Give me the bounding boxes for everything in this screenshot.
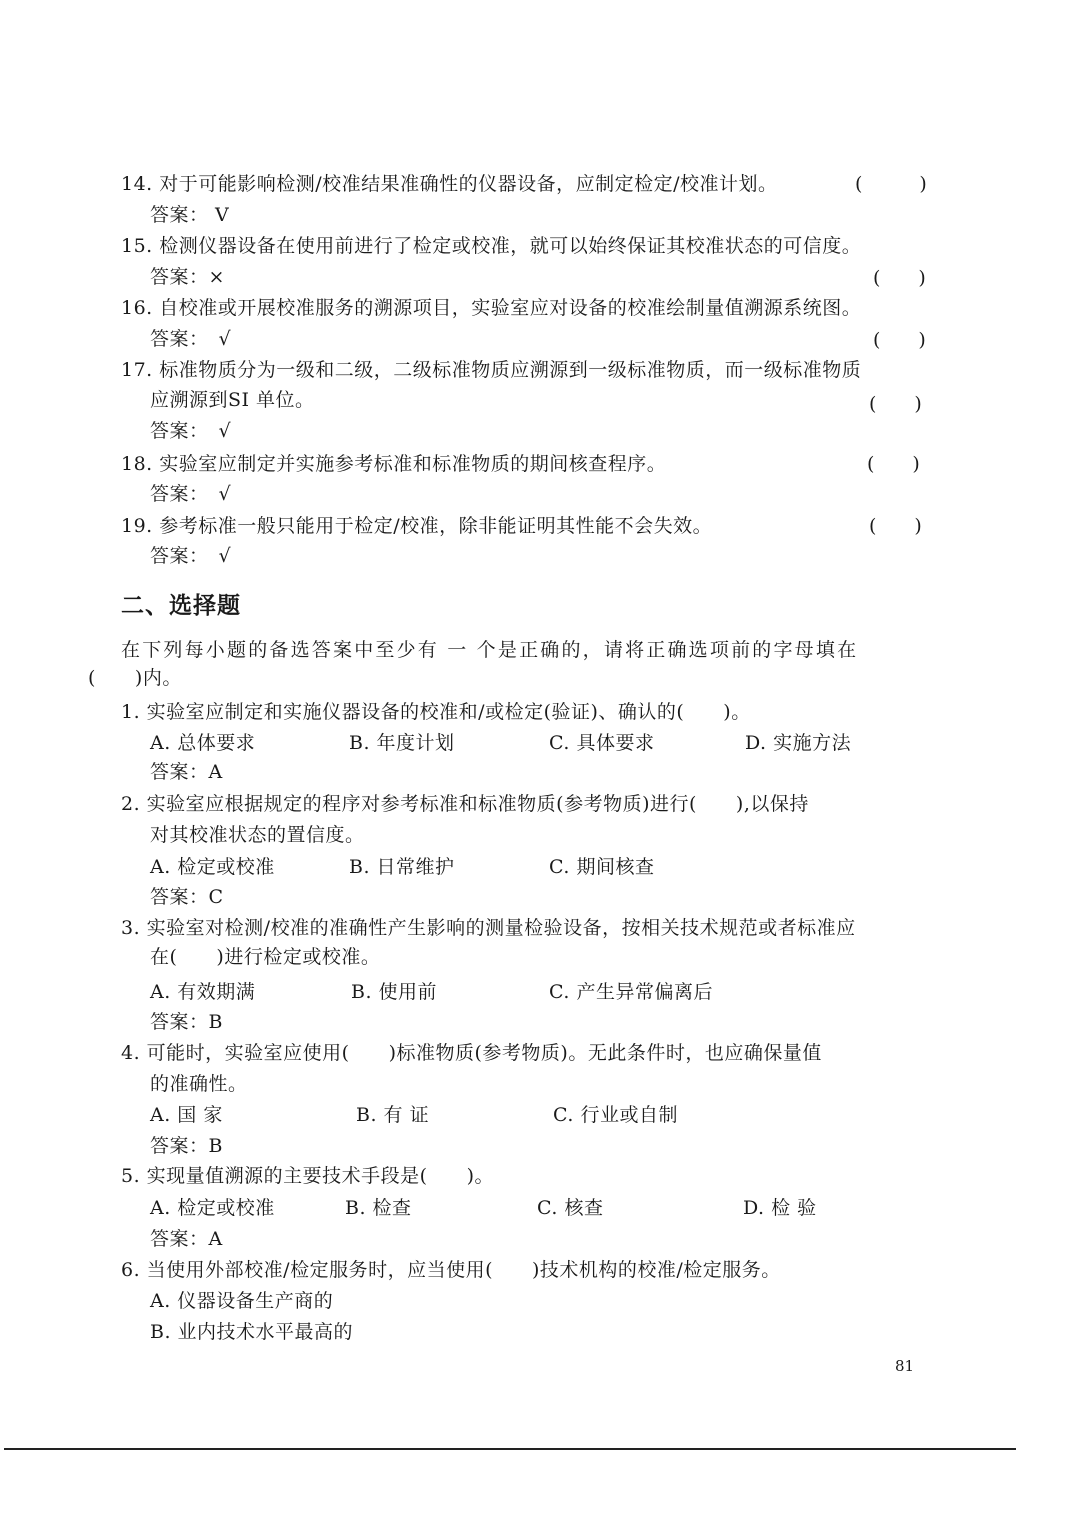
choice-4-option-c: C. 行业或自制 [553, 1104, 678, 1126]
choice-3-option-c: C. 产生异常偏离后 [549, 981, 713, 1003]
answer-blank-15: ( ) [873, 267, 926, 289]
answer-blank-19: ( ) [869, 515, 922, 537]
choice-3-option-b: B. 使用前 [351, 981, 438, 1003]
choice-question-2: 2. 实验室应根据规定的程序对参考标准和标准物质(参考物质)进行( ),以保持 [121, 793, 809, 815]
question-14: 14. 对于可能影响检测/校准结果准确性的仪器设备，应制定检定/校准计划。 [121, 173, 778, 195]
answer-17: 答案： √ [150, 420, 232, 442]
choice-answer-5: 答案：A [150, 1228, 223, 1250]
choice-1-option-d: D. 实施方法 [745, 732, 852, 754]
choice-2-option-a: A. 检定或校准 [150, 856, 275, 878]
section-title: 二、选择题 [121, 593, 241, 619]
choice-question-3-cont: 在( )进行检定或校准。 [150, 946, 381, 968]
choice-5-option-b: B. 检查 [345, 1197, 412, 1219]
question-15: 15. 检测仪器设备在使用前进行了检定或校准，就可以始终保证其校准状态的可信度。 [121, 235, 862, 257]
answer-16: 答案： √ [150, 328, 232, 350]
choice-1-option-c: C. 具体要求 [549, 732, 655, 754]
choice-5-option-c: C. 核查 [537, 1197, 604, 1219]
page-number: 81 [895, 1357, 915, 1375]
question-16: 16. 自校准或开展校准服务的溯源项目，实验室应对设备的校准绘制量值溯源系统图。 [121, 297, 862, 319]
question-19: 19. 参考标准一般只能用于检定/校准，除非能证明其性能不会失效。 [121, 515, 713, 537]
choice-question-4: 4. 可能时，实验室应使用( )标准物质(参考物质)。无此条件时，也应确保量值 [121, 1042, 822, 1064]
choice-4-option-a: A. 国 家 [150, 1104, 223, 1126]
choice-1-option-a: A. 总体要求 [150, 732, 256, 754]
answer-blank-17: ( ) [869, 393, 922, 415]
footer-rule [4, 1448, 1016, 1450]
question-17-cont: 应溯源到SI 单位。 [150, 389, 315, 411]
choice-answer-4: 答案：B [150, 1135, 223, 1157]
choice-question-1: 1. 实验室应制定和实施仪器设备的校准和/或检定(验证)、确认的( )。 [121, 701, 751, 723]
choice-5-option-d: D. 检 验 [743, 1197, 817, 1219]
answer-15: 答案：× [150, 266, 225, 288]
choice-6-option-a: A. 仪器设备生产商的 [150, 1290, 334, 1312]
answer-blank-18: ( ) [867, 453, 920, 475]
choice-2-option-c: C. 期间核查 [549, 856, 655, 878]
choice-2-option-b: B. 日常维护 [349, 856, 455, 878]
choice-4-option-b: B. 有 证 [356, 1104, 430, 1126]
choice-question-4-cont: 的准确性。 [150, 1073, 248, 1095]
choice-3-option-a: A. 有效期满 [150, 981, 256, 1003]
answer-14: 答案： V [150, 204, 230, 226]
answer-blank-14: ( ) [855, 173, 927, 195]
choice-1-option-b: B. 年度计划 [349, 732, 455, 754]
section-intro: 在下列每小题的备选答案中至少有 一 个是正确的，请将正确选项前的字母填在 [121, 639, 859, 661]
choice-6-option-b: B. 业内技术水平最高的 [150, 1321, 354, 1343]
choice-question-6: 6. 当使用外部校准/检定服务时，应当使用( )技术机构的校准/检定服务。 [121, 1259, 781, 1281]
answer-blank-16: ( ) [873, 329, 926, 351]
question-18: 18. 实验室应制定并实施参考标准和标准物质的期间核查程序。 [121, 453, 667, 475]
choice-answer-2: 答案：C [150, 886, 224, 908]
choice-question-3: 3. 实验室对检测/校准的准确性产生影响的测量检验设备，按相关技术规范或者标准应 [121, 917, 856, 939]
choice-question-5: 5. 实现量值溯源的主要技术手段是( )。 [121, 1165, 494, 1187]
question-17: 17. 标准物质分为一级和二级，二级标准物质应溯源到一级标准物质，而一级标准物质 [121, 359, 862, 381]
answer-19: 答案： √ [150, 545, 232, 567]
choice-answer-1: 答案：A [150, 761, 223, 783]
choice-question-2-cont: 对其校准状态的置信度。 [150, 824, 365, 846]
answer-18: 答案： √ [150, 483, 232, 505]
section-intro-cont: ( )内。 [88, 667, 182, 689]
choice-answer-3: 答案：B [150, 1011, 223, 1033]
choice-5-option-a: A. 检定或校准 [150, 1197, 275, 1219]
